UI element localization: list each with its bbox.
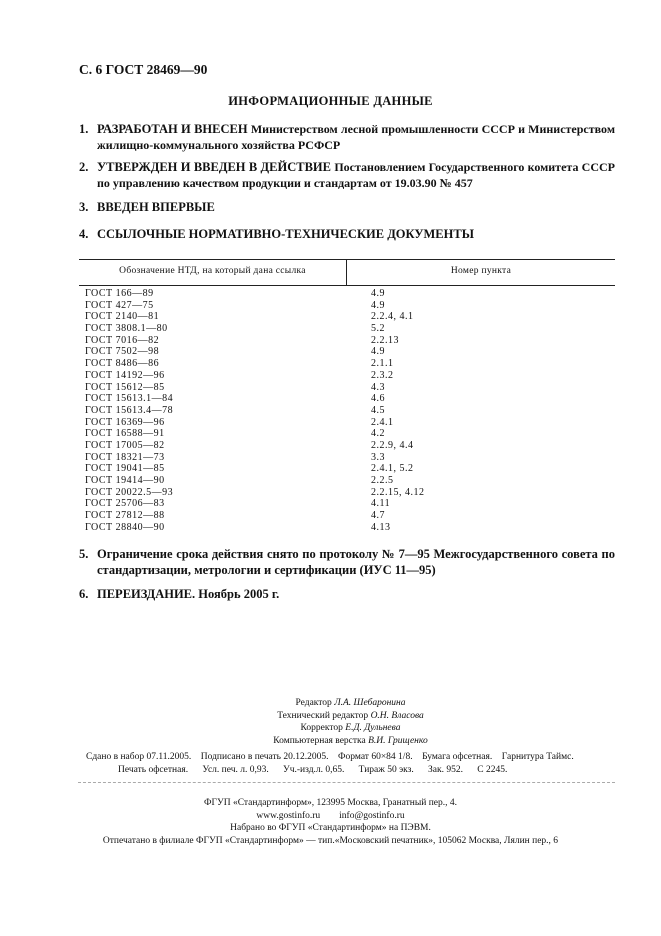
row-document: ГОСТ 166—89 <box>85 288 154 299</box>
row-clause: 2.2.4, 4.1 <box>371 311 414 323</box>
info-item-5 <box>79 546 615 578</box>
credit-corrector: Корректор Е.Д. Дульнева <box>300 723 401 733</box>
row-document: ГОСТ 15612—85 <box>85 381 165 393</box>
row-document: ГОСТ 18321—73 <box>85 451 165 463</box>
row-document: ГОСТ 19041—85 <box>85 463 165 475</box>
table-row <box>79 498 615 510</box>
row-clause: 4.11 <box>371 498 391 510</box>
credit-tech-editor: Технический редактор О.Н. Власова <box>277 710 424 721</box>
table-row <box>79 417 615 429</box>
table-row <box>79 440 615 452</box>
table-row <box>79 522 615 534</box>
info-item-1 <box>79 121 615 153</box>
row-document: ГОСТ 14192—96 <box>85 369 165 381</box>
table-row <box>79 463 615 475</box>
table-row <box>79 335 615 347</box>
table-top-rule <box>79 259 615 260</box>
table-row <box>79 370 615 382</box>
row-document: ГОСТ 7016—82 <box>85 334 160 346</box>
table-row <box>79 311 615 323</box>
info-item-4 <box>79 226 615 242</box>
credit-layout: Компьютерная верстка В.И. Грищенко <box>273 735 428 746</box>
info-item-6 <box>79 586 615 602</box>
row-document: ГОСТ 19414—90 <box>85 475 165 486</box>
row-clause: 2.4.1, 5.2 <box>371 463 414 475</box>
table-row <box>79 428 615 440</box>
row-document: ГОСТ 15613.1—84 <box>85 393 174 405</box>
row-clause: 4.9 <box>371 346 385 358</box>
page-title: ИНФОРМАЦИОННЫЕ ДАННЫЕ <box>228 94 433 108</box>
row-clause: 4.3 <box>371 381 385 393</box>
item-text: Постановлением Государственного комитета СССР по управлению качеством продукции и стандартам от 19.03.90 № 457 <box>97 160 616 190</box>
row-clause: 2.2.5 <box>371 475 394 486</box>
row-document: ГОСТ 16369—96 <box>85 416 165 428</box>
table-row <box>79 452 615 464</box>
item-number: 6. <box>79 587 89 601</box>
item-number: 3. <box>79 200 89 214</box>
row-clause: 4.5 <box>371 404 385 416</box>
print-info-line-1: Сдано в набор 07.11.2005. Подписано в печать 20.12.2005. Формат 60×84 1/8. Бумага офсетная. Гарнитура Таймс. <box>86 752 574 762</box>
row-document: ГОСТ 16588—91 <box>85 428 165 440</box>
item-lead: ПЕРЕИЗДАНИЕ. <box>97 587 196 601</box>
row-clause: 2.3.2 <box>371 369 394 381</box>
table-row <box>79 358 615 370</box>
table-row <box>79 475 615 487</box>
row-document: ГОСТ 17005—82 <box>85 439 165 451</box>
footer-typeset: Набрано во ФГУП «Стандартинформ» на ПЭВМ. <box>230 823 431 833</box>
row-document: ГОСТ 8486—86 <box>85 358 160 370</box>
footer-web: www.gostinfo.ru info@gostinfo.ru <box>256 810 405 821</box>
row-document: ГОСТ 7502—98 <box>85 346 160 358</box>
row-clause: 2.2.15, 4.12 <box>371 486 425 498</box>
item-number: 4. <box>79 227 89 241</box>
row-clause: 4.2 <box>371 428 385 440</box>
table-header-clause: Номер пункта <box>450 266 512 276</box>
item-number: 5. <box>79 547 89 561</box>
row-document: ГОСТ 25706—83 <box>85 498 165 510</box>
credit-editor: Редактор Л.А. Шебаронина <box>295 698 406 708</box>
footer-printed: Отпечатано в филиале ФГУП «Стандартинформ» — тип.«Московский печатник», 105062 Москва, Лялин пер., 6 <box>102 835 559 846</box>
page-header: С. 6 ГОСТ 28469—90 <box>79 62 208 77</box>
table-row <box>79 346 615 358</box>
item-lead: ВВЕДЕН ВПЕРВЫЕ <box>97 200 215 214</box>
row-clause: 4.6 <box>371 393 385 405</box>
item-text: Ограничение срока действия снято по протоколу № 7—95 Межгосударственного совета по стандартизации, метрологии и сертификации (ИУС 11—95) <box>97 547 615 577</box>
row-clause: 2.2.9, 4.4 <box>371 439 414 451</box>
table-row <box>79 323 615 335</box>
table-row <box>79 487 615 499</box>
item-lead: РАЗРАБОТАН И ВНЕСЕН <box>97 122 248 136</box>
info-item-3 <box>79 199 615 215</box>
reference-table <box>79 259 615 537</box>
info-item-2 <box>79 159 615 191</box>
item-number: 2. <box>79 160 89 174</box>
credits-block <box>0 697 661 747</box>
table-body <box>79 288 615 533</box>
publisher-footer <box>0 797 661 847</box>
separator-line <box>78 782 615 783</box>
row-clause: 2.1.1 <box>371 358 394 370</box>
table-row <box>79 382 615 394</box>
print-info-line-2: Печать офсетная. Усл. печ. л. 0,93. Уч.-изд.л. 0,65. Тираж 50 экз. Зак. 952. С 2245. <box>118 765 508 775</box>
row-document: ГОСТ 20022.5—93 <box>85 486 174 498</box>
table-header-rule <box>79 285 615 286</box>
row-clause: 4.9 <box>371 299 385 311</box>
row-clause: 3.3 <box>371 451 385 463</box>
item-text: Министерством лесной промышленности СССР и Министерством жилищно-коммунального хозяйства РСФСР <box>97 122 615 152</box>
item-lead: УТВЕРЖДЕН И ВВЕДЕН В ДЕЙСТВИЕ <box>97 160 331 174</box>
table-row <box>79 300 615 312</box>
row-document: ГОСТ 427—75 <box>85 299 154 311</box>
row-clause: 4.13 <box>371 521 391 533</box>
table-row <box>79 288 615 300</box>
table-row <box>79 405 615 417</box>
row-clause: 4.7 <box>371 510 385 522</box>
row-document: ГОСТ 15613.4—78 <box>85 404 174 416</box>
item-text: Ноябрь 2005 г. <box>198 587 280 601</box>
row-document: ГОСТ 3808.1—80 <box>85 323 168 335</box>
footer-address: ФГУП «Стандартинформ», 123995 Москва, Гранатный пер., 4. <box>203 798 458 808</box>
table-header-document: Обозначение НТД, на который дана ссылка <box>119 266 306 276</box>
row-clause: 2.2.13 <box>371 334 399 346</box>
table-row <box>79 510 615 522</box>
row-document: ГОСТ 28840—90 <box>85 521 165 533</box>
item-number: 1. <box>79 122 89 136</box>
row-clause: 5.2 <box>371 323 385 335</box>
row-document: ГОСТ 2140—81 <box>85 311 160 323</box>
row-clause: 2.4.1 <box>371 416 394 428</box>
table-row <box>79 393 615 405</box>
row-clause: 4.9 <box>371 288 385 299</box>
item-lead: ССЫЛОЧНЫЕ НОРМАТИВНО-ТЕХНИЧЕСКИЕ ДОКУМЕНТЫ <box>97 227 474 241</box>
row-document: ГОСТ 27812—88 <box>85 510 165 522</box>
